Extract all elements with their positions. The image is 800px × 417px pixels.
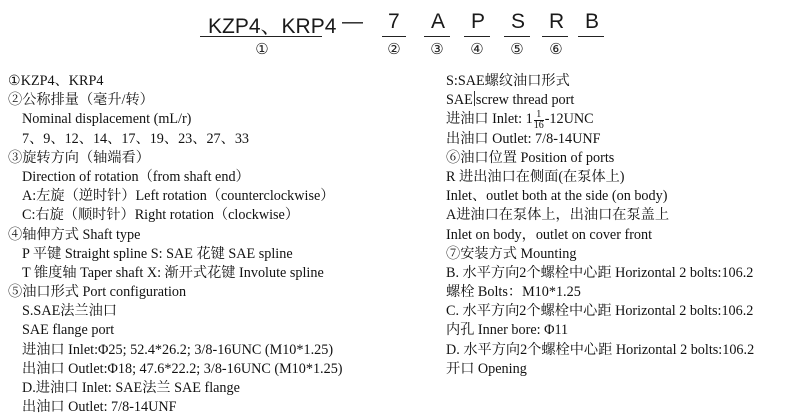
text-line: 螺栓 Bolts：M10*1.25 [446,284,581,301]
code-rotation: A [431,10,446,33]
code-mounting: B [585,10,600,33]
code-underline [464,36,490,37]
text-line: Inlet on body，outlet on cover front [446,226,653,243]
text-line: A进油口在泵体上，出油口在泵盖上 [446,207,670,224]
text-line: 开口 Opening [446,360,527,377]
text-line [446,109,754,132]
text-cursor [474,91,475,106]
code-shaft: P [471,10,486,33]
fraction-numerator: 1 [534,110,544,121]
code-underline [504,36,530,37]
text-line: B. 水平方向2个螺栓中心距 Horizontal 2 bolts:106.2 [446,264,754,281]
text-line: Inlet、outlet both at the side (on body) [446,188,668,205]
text-line: R 进出油口在侧面(在泵体上) [446,168,625,185]
code-number: ③ [430,42,444,58]
right-column [446,72,754,379]
text-line: A:左旋（逆时针）Left rotation（counterclockwise） [22,188,335,205]
text-line: ①KZP4、KRP4 [8,73,104,89]
text-line: T 锥度轴 Taper shaft X: 渐开式花键 Involute spline [22,264,324,281]
text-line: 内孔 Inner bore: Φ11 [446,322,569,339]
text-line: Nominal displacement (mL/r) [22,111,192,128]
left-column [8,72,343,417]
text-line: ③旋转方向（轴端看） [8,149,150,166]
text-line [446,91,754,110]
code-underline [578,36,604,37]
text-line: 进油口 Inlet:Φ25; 52.4*26.2; 3/8-16UNC (M10*1.25) [22,341,334,358]
text-line: C:右旋（顺时针）Right rotation（clockwise） [22,207,300,224]
fraction-denominator: 16 [533,120,544,132]
text-line: ⑤油口形式 Port configuration [8,284,187,301]
text-line: 出油口 Outlet:Φ18; 47.6*22.2; 3/8-16UNC (M10*1.25) [22,360,343,377]
code-number: ④ [470,42,484,58]
code-number: ⑤ [510,42,524,58]
text-segment: SAE [446,92,473,109]
code-dash: — [342,10,363,33]
text-line: S.SAE法兰油口 [22,303,117,320]
fraction [534,110,544,131]
code-underline [424,36,450,37]
text-line: ②公称排量（毫升/转） [8,92,154,109]
code-port: S [511,10,526,33]
text-line: ⑦安装方式 Mounting [446,245,577,262]
model-code-row [0,0,800,62]
text-segment: screw thread port [475,92,575,109]
text-line: S:SAE螺纹油口形式 [446,73,570,89]
code-number: ① [255,42,269,58]
text-line: ⑥油口位置 Position of ports [446,149,615,166]
code-number: ② [387,42,401,58]
text-segment: 进油口 Inlet: 1 [446,111,533,128]
text-line: D.进油口 Inlet: SAE法兰 SAE flange [22,380,240,396]
text-line: ④轴伸方式 Shaft type [8,226,141,243]
code-underline [200,36,322,37]
text-line: Direction of rotation（from shaft end） [22,168,250,185]
text-segment: -12UNC [544,111,594,128]
text-line: 出油口 Outlet: 7/8-14UNF [22,399,177,416]
code-position: R [549,10,565,33]
code-series: KZP4、KRP4 [208,15,337,38]
text-line: P 平键 Straight spline S: SAE 花键 SAE spline [22,245,293,262]
text-line: SAE flange port [22,322,115,339]
text-line: D. 水平方向2个螺栓中心距 Horizontal 2 bolts:106.2 [446,341,755,358]
text-line: 7、9、12、14、17、19、23、27、33 [22,130,250,147]
code-underline [542,36,568,37]
text-line: C. 水平方向2个螺栓中心距 Horizontal 2 bolts:106.2 [446,303,754,320]
code-displacement: 7 [388,10,400,33]
text-line: 出油口 Outlet: 7/8-14UNF [446,130,601,147]
code-number: ⑥ [549,42,563,58]
code-underline [382,36,406,37]
